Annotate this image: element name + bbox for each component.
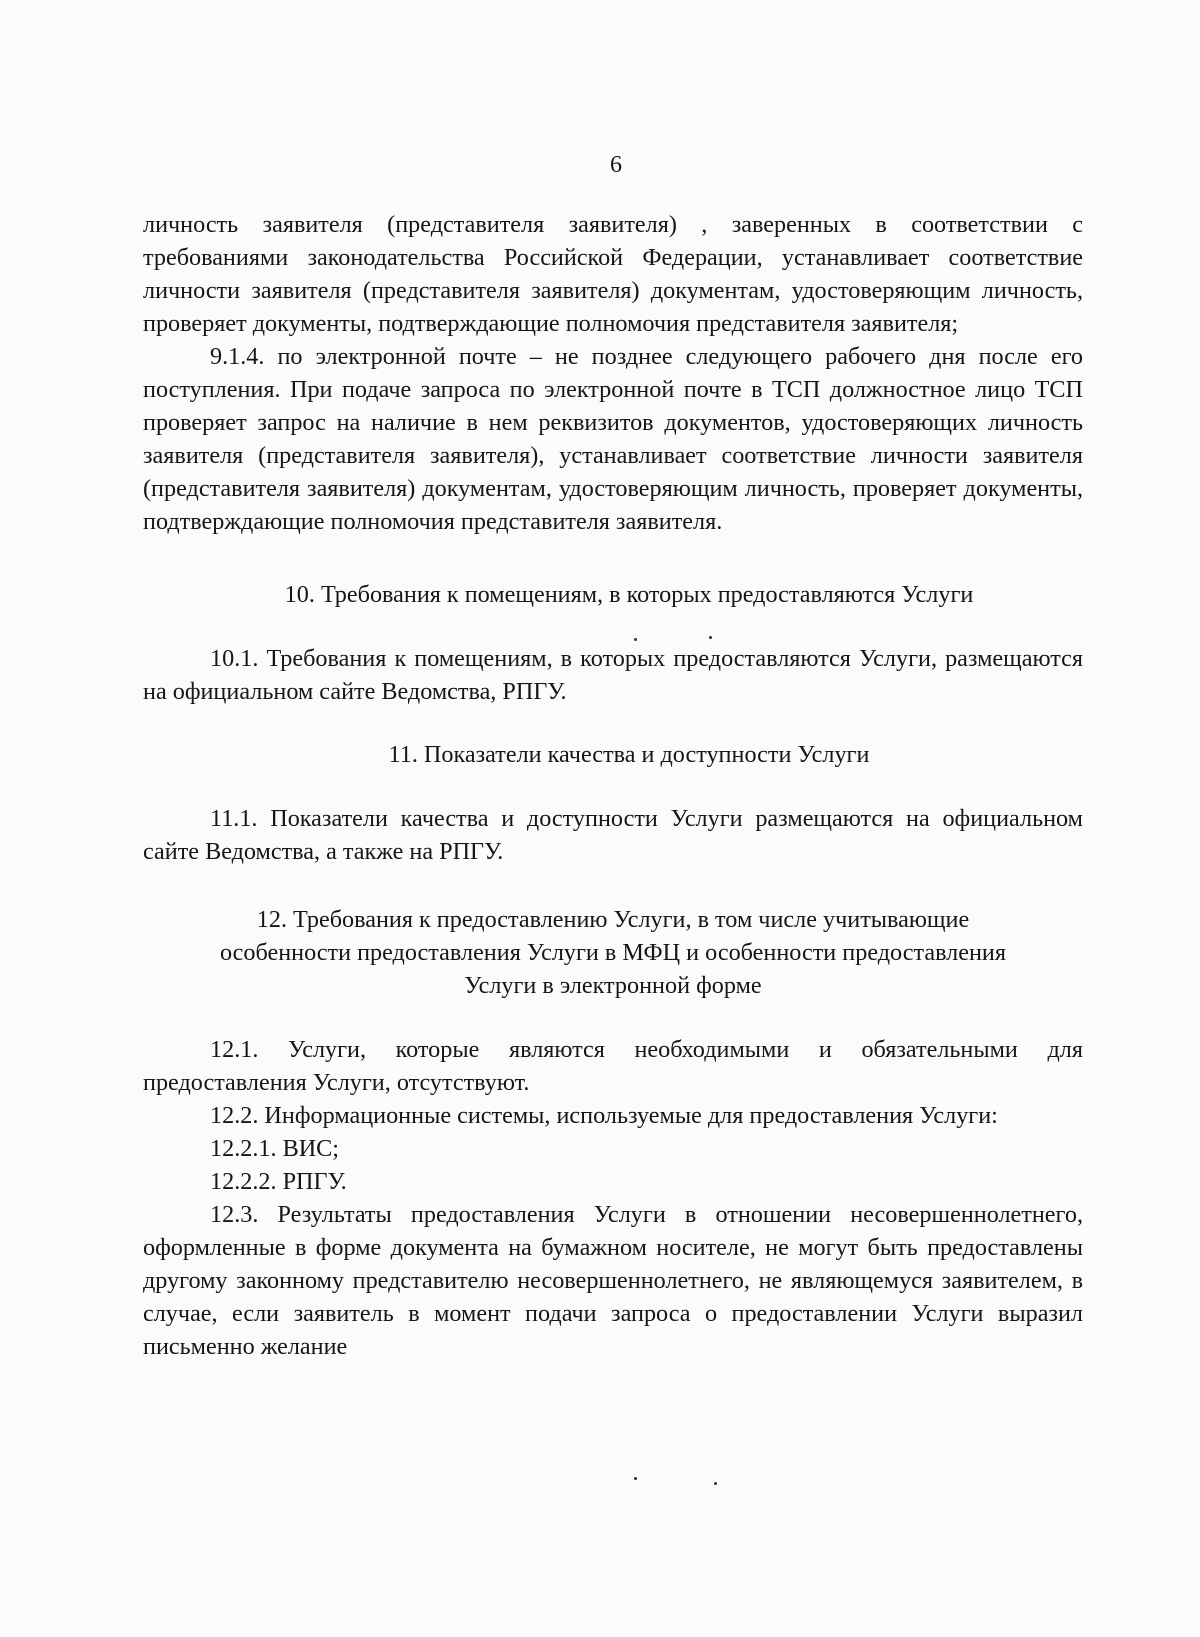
section-heading-10: 10. Требования к помещениям, в которых предоставляются Услуги	[284, 581, 974, 608]
page-number: 6	[610, 152, 622, 178]
paragraph-12-3: 12.3. Результаты предоставления Услуги в отношении несовершеннолетнего, оформленные в форме документа на бумажном носителе, не могут быть предоставлены другому законному представителю несовершеннолетнего, не являющемуся заявителем, в случае, если заявитель в момент подачи запроса о предоставлении Услуги выразил письменно желание	[143, 1201, 1083, 1360]
section-heading-12-line-3: Услуги в электронной форме	[464, 972, 762, 999]
section-heading-12-line-1: 12. Требования к предоставлению Услуги, в том числе учитывающие	[256, 906, 970, 933]
paragraph-12-1: 12.1. Услуги, которые являются необходимыми и обязательными для предоставления Услуги, отсутствуют.	[143, 1036, 1083, 1096]
paragraph-12-2-2: 12.2.2. РПГУ.	[210, 1168, 347, 1195]
paragraph-12-2-1: 12.2.1. ВИС;	[210, 1135, 340, 1162]
paragraph-11-1: 11.1. Показатели качества и доступности Услуги размещаются на официальном сайте Ведомства, а также на РПГУ.	[143, 805, 1083, 865]
section-heading-12	[143, 903, 1083, 1002]
scan-speck	[714, 1482, 717, 1485]
paragraph-12-2: 12.2. Информационные системы, используемые для предоставления Услуги:	[210, 1102, 998, 1129]
section-heading-12-line-2: особенности предоставления Услуги в МФЦ и особенности предоставления	[219, 939, 1007, 966]
paragraph-9-1-4: 9.1.4. по электронной почте – не позднее следующего рабочего дня после его поступления. При подаче запроса по электронной почте в ТСП должностное лицо ТСП проверяет запрос на наличие в нем реквизитов документов, удостоверяющих личность заявителя (представителя заявителя), устанавливает соответствие личности заявителя (представителя заявителя) документам, удостоверяющим личность, проверяет документы, подтверждающие полномочия представителя заявителя.	[143, 343, 1083, 535]
paragraph-10-1: 10.1. Требования к помещениям, в которых предоставляются Услуги, размещаются на официальном сайте Ведомства, РПГУ.	[143, 645, 1083, 705]
scan-speck	[634, 638, 637, 641]
scan-speck	[634, 1477, 637, 1480]
section-heading-11: 11. Показатели качества и доступности Услуги	[388, 741, 870, 768]
document-body	[143, 208, 1083, 1363]
paragraph-9-1-3-continuation: личность заявителя (представителя заявителя) , заверенных в соответствии с требованиями законодательства Российской Федерации, устанавливает соответствие личности заявителя (представителя заявителя) документам, удостоверяющим личность, проверяет документы, подтверждающие полномочия представителя заявителя;	[143, 211, 1083, 337]
scan-speck	[709, 636, 712, 639]
